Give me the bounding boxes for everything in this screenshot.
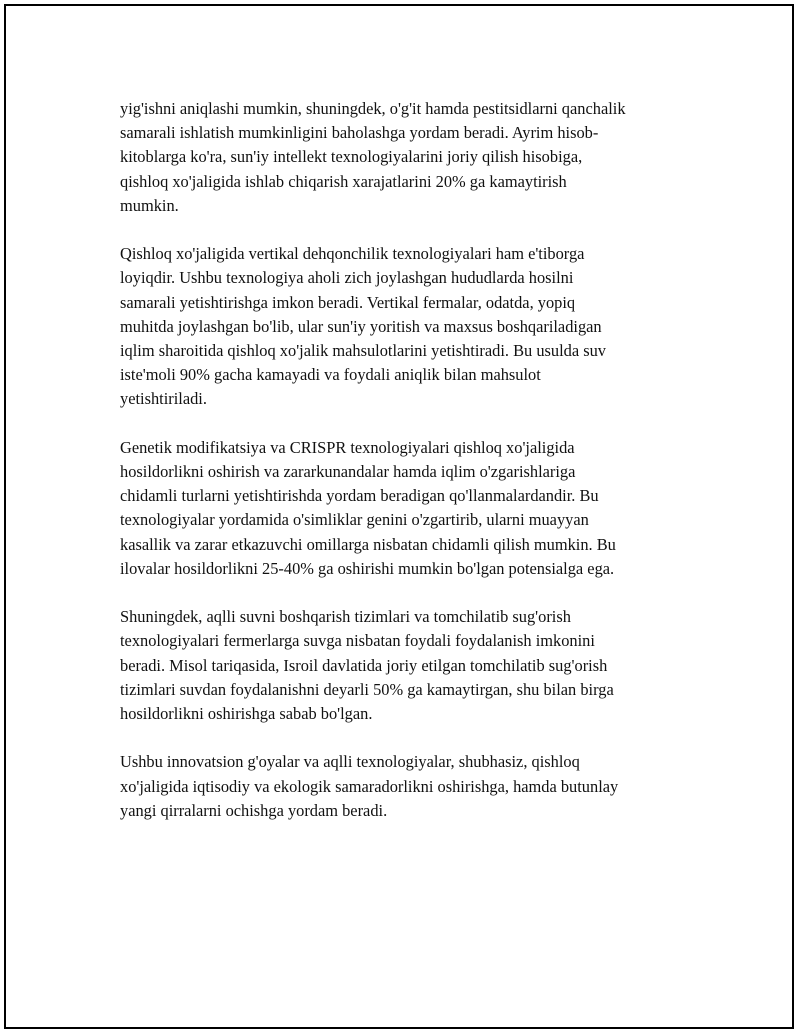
page-frame	[4, 4, 794, 1029]
paragraph-2: Qishloq xo'jaligida vertikal dehqonchilik texnologiyalari ham e'tiborga loyiqdir. Ushbu texnologiya aholi zich joylashgan hududlarda hosilni samarali yetishtirishga imkon beradi. Vertikal fermalar, odatda, yopiq muhitda joylashgan bo'lib, ular sun'iy yoritish va maxsus boshqariladigan iqlim sharoitida qishloq xo'jalik mahsulotlarini yetishtiradi. Bu usulda suv iste'moli 90% gacha kamayadi va foydali aniqlik bilan mahsulot yetishtiriladi.	[120, 244, 606, 409]
paragraph-4: Shuningdek, aqlli suvni boshqarish tizimlari va tomchilatib sug'orish texnologiyalari fermerlarga suvga nisbatan foydali foydalanish imkonini beradi. Misol tariqasida, Isroil davlatida joriy etilgan tomchilatib sug'orish tizimlari suvdan foydalanishni deyarli 50% ga kamaytirgan, shu bilan birga hosildorlikni oshirishga sabab bo'lgan.	[120, 607, 614, 724]
paragraph-5: Ushbu innovatsion g'oyalar va aqlli texnologiyalar, shubhasiz, qishloq xo'jaligida iqtisodiy va ekologik samaradorlikni oshirishga, hamda butunlay yangi qirralarni ochishga yordam beradi.	[120, 752, 619, 820]
paragraph-3: Genetik modifikatsiya va CRISPR texnologiyalari qishloq xo'jaligida hosildorlikni oshirish va zararkunandalar hamda iqlim o'zgarishlariga chidamli turlarni yetishtirishda yordam beradigan qo'llanmalardandir. Bu texnologiyalar yordamida o'simliklar genini o'zgartirib, ularni muayyan kasallik va zarar etkazuvchi omillarga nisbatan chidamli qilish mumkin. Bu ilovalar hosildorlikni 25-40% ga oshirishi mumkin bo'lgan potensialga ega.	[120, 437, 616, 578]
paragraph-1: yig'ishni aniqlashi mumkin, shuningdek, o'g'it hamda pestitsidlarni qanchalik samarali ishlatish mumkinligini baholashga yordam beradi. Ayrim hisob- kitoblarga ko'ra, sun'iy intellekt texnologiyalarini joriy qilish hisobiga, qishloq xo'jaligida ishlab chiqarish xarajatlarini 20% ga kamaytirish mumkin.	[120, 99, 626, 215]
document-body	[120, 97, 700, 847]
